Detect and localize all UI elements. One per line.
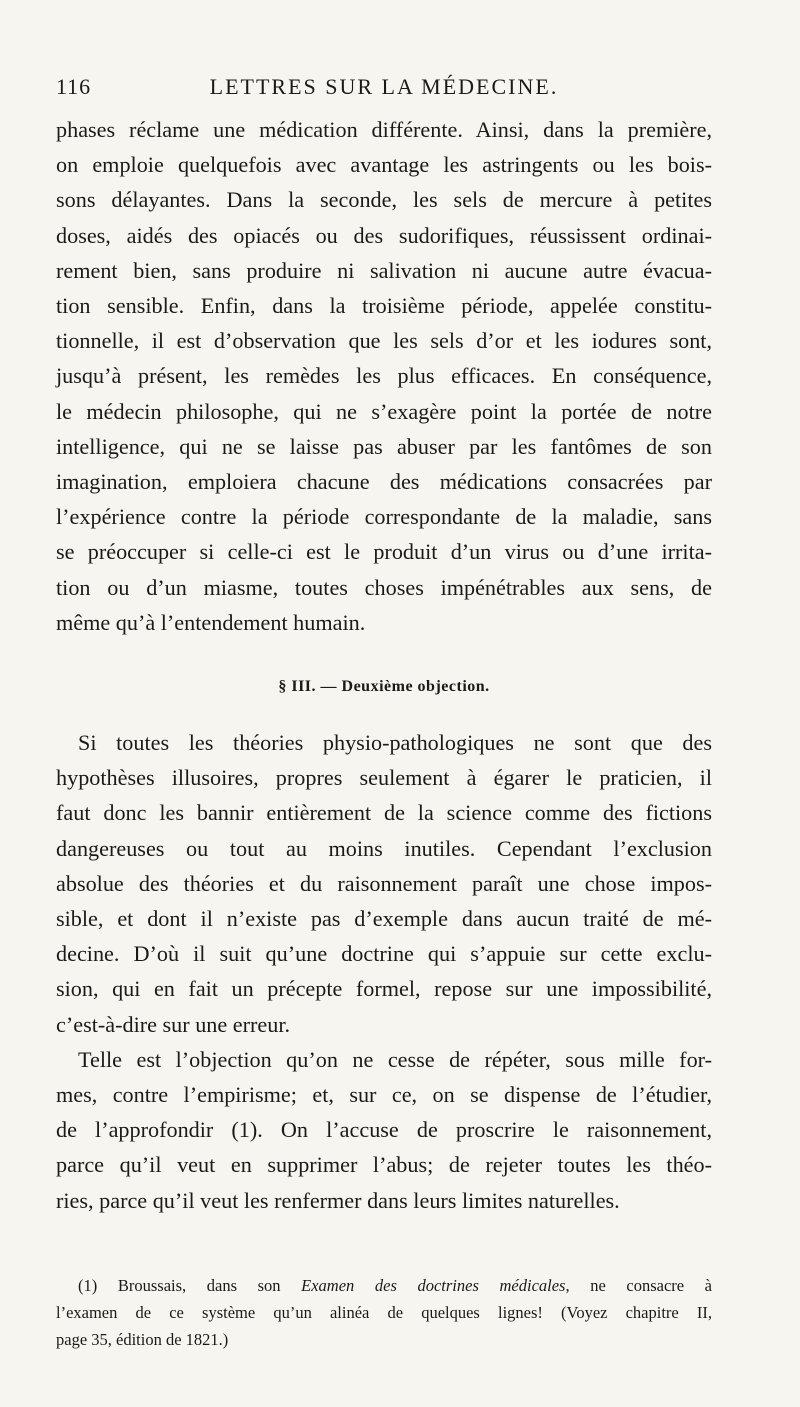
text-line: ries, parce qu’il veut les renfermer dans leurs limites naturelles.: [56, 1187, 620, 1213]
text-line: se préoccuper si celle-ci est le produit d’un virus ou d’une irrita-: [56, 539, 712, 565]
text-line: dangereuses ou tout au moins inutiles. Cependant l’exclusion: [56, 835, 712, 861]
footnote-line: (1) Broussais, dans son Examen des doctrines médicales, ne consacre à: [78, 1276, 713, 1295]
text-line: sible, et dont il n’existe pas d’exemple dans aucun traité de mé-: [56, 906, 712, 932]
text-line: c’est-à-dire sur une erreur.: [56, 1011, 291, 1037]
paragraph-continued: [56, 112, 712, 640]
text-line: tionnelle, il est d’observation que les sels d’or et les iodures sont,: [56, 328, 712, 354]
text-line: Si toutes les théories physio-pathologiques ne sont que des: [78, 730, 712, 755]
footnote-marker: (1): [78, 1276, 98, 1295]
text-line: même qu’à l’entendement humain.: [56, 609, 366, 635]
footnote-line: l’examen de ce système qu’un alinéa de quelques lignes! (Voyez chapitre II,: [56, 1303, 712, 1322]
page-header: [56, 74, 712, 108]
text-line: decine. D’où il suit qu’une doctrine qui s’appuie sur cette exclu-: [56, 941, 712, 967]
text-line: hypothèses illusoires, propres seulement à égarer le praticien, il: [56, 765, 712, 791]
paragraph-objection: [56, 725, 712, 1042]
paragraph-response: [56, 1042, 712, 1218]
text-line: parce qu’il veut en supprimer l’abus; de rejeter toutes les théo-: [56, 1152, 712, 1178]
text-line: Telle est l’objection qu’on ne cesse de répéter, sous mille for-: [78, 1046, 712, 1072]
footnote-cited-title: Examen des doctrines médicales: [301, 1276, 566, 1295]
text-line: tion sensible. Enfin, dans la troisième période, appelée constitu-: [56, 293, 712, 319]
section-heading: § III. — Deuxième objection.: [278, 678, 490, 695]
footnote-line: page 35, édition de 1821.): [56, 1330, 229, 1349]
text-line: on emploie quelquefois avec avantage les astringents ou les bois-: [56, 152, 712, 178]
text-line: intelligence, qui ne se laisse pas abuser par les fantômes de son: [56, 433, 712, 459]
text-line: l’expérience contre la période correspondante de la maladie, sans: [56, 504, 712, 530]
running-title: LETTRES SUR LA MÉDECINE.: [209, 74, 559, 99]
text-line: mes, contre l’empirisme; et, sur ce, on se dispense de l’étudier,: [56, 1082, 712, 1108]
text-line: rement bien, sans produire ni salivation ni aucune autre évacua-: [56, 257, 712, 283]
text-line: phases réclame une médication différente. Ainsi, dans la première,: [56, 117, 712, 142]
text-line: de l’approfondir (1). On l’accuse de proscrire le raisonnement,: [56, 1117, 712, 1143]
page-number: 116: [56, 74, 92, 99]
text-line: absolue des théories et du raisonnement paraît une chose impos-: [56, 870, 712, 896]
text-line: le médecin philosophe, qui ne s’exagère point la portée de notre: [56, 398, 712, 424]
text-line: faut donc les bannir entièrement de la science comme des fictions: [56, 800, 712, 826]
text-line: tion ou d’un miasme, toutes choses impénétrables aux sens, de: [56, 574, 712, 600]
text-line: imagination, emploiera chacune des médications consacrées par: [56, 469, 712, 495]
footnote: [56, 1272, 712, 1353]
text-line: jusqu’à présent, les remèdes les plus efficaces. En conséquence,: [56, 363, 712, 389]
text-line: sons délayantes. Dans la seconde, les sels de mercure à petites: [56, 187, 712, 213]
text-line: sion, qui en fait un précepte formel, repose sur une impossibilité,: [56, 976, 712, 1002]
text-line: doses, aidés des opiacés ou des sudorifiques, réussissent ordinai-: [56, 222, 712, 248]
body-second-part: [56, 725, 712, 1218]
